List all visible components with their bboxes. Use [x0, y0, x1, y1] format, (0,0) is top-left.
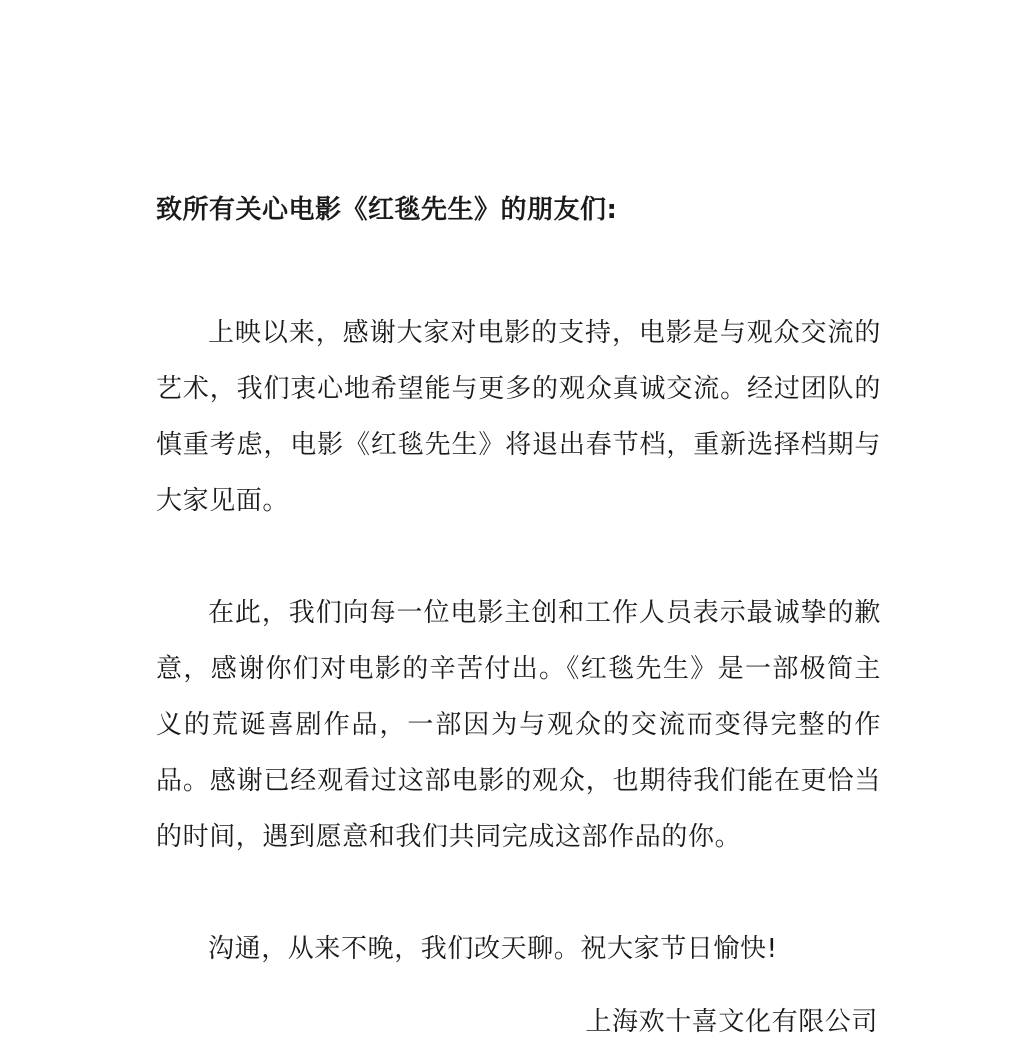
letter-body: [156, 188, 881, 977]
letter-paragraph: 在此，我们向每一位电影主创和工作人员表示最诚挚的歉意，感谢你们对电影的辛苦付出。《红毯先生》是一部极简主义的荒诞喜剧作品，一部因为与观众的交流而变得完整的作品。感谢已经观看过这部电影的观众，也期待我们能在更恰当的时间，遇到愿意和我们共同完成这部作品的你。: [156, 598, 881, 852]
letter-salutation: 致所有关心电影《红毯先生》的朋友们:: [156, 195, 618, 225]
letter-signature: 上海欢十喜文化有限公司: [585, 1007, 878, 1037]
letter-paragraph: 上映以来，感谢大家对电影的支持，电影是与观众交流的艺术，我们衷心地希望能与更多的观众真诚交流。经过团队的慎重考虑，电影《红毯先生》将退出春节档，重新选择档期与大家见面。: [156, 318, 881, 516]
letter-paragraph: 沟通，从来不晚，我们改天聊。祝大家节日愉快!: [208, 934, 778, 964]
